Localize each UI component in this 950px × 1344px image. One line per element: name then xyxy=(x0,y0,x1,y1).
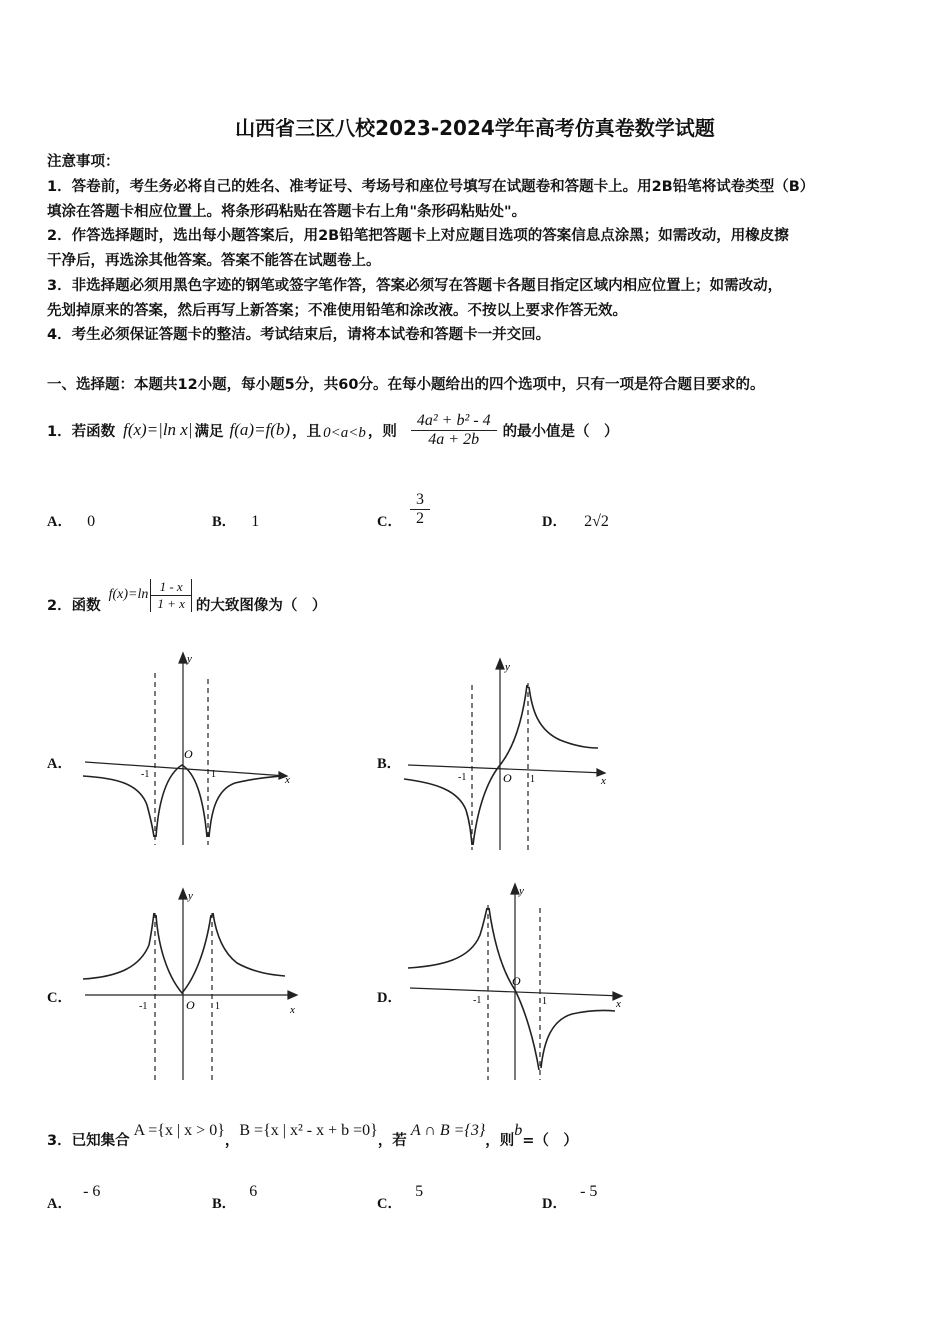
y-label: y xyxy=(187,653,192,665)
q2-option-d[interactable]: D． xyxy=(377,990,402,1006)
q1-fraction-denominator: 4a + 2b xyxy=(428,430,480,448)
pos1-label: 1 xyxy=(542,996,547,1007)
q1-fraction-numerator: 4a² + b² - 4 xyxy=(411,412,497,431)
q1-fraction xyxy=(411,412,497,449)
pos1-label: 1 xyxy=(530,774,535,785)
q1-option-c[interactable] xyxy=(377,484,430,534)
x-label: x xyxy=(616,998,621,1010)
q1-option-d[interactable] xyxy=(542,510,609,531)
q3-option-b[interactable] xyxy=(212,1180,258,1212)
y-label: y xyxy=(519,885,524,897)
q1-option-b-value: 1 xyxy=(251,513,260,530)
question-1 xyxy=(47,404,619,456)
q1-function: f(x)=|ln x| xyxy=(123,420,193,439)
q1-text-2: ，且 xyxy=(292,423,322,440)
graph-d[interactable] xyxy=(400,880,630,1085)
q3-set-b: B ={x | x² - x + b =0} xyxy=(239,1122,378,1139)
q3-option-a[interactable] xyxy=(47,1180,101,1212)
curve-left xyxy=(404,779,472,845)
x-label: x xyxy=(601,775,606,787)
q1-option-c-fraction xyxy=(410,491,430,528)
curve-left xyxy=(83,776,154,837)
curve-right xyxy=(209,776,281,837)
question-2 xyxy=(47,570,326,620)
q3-intersection: A ∩ B ={3} xyxy=(410,1122,486,1139)
q1-option-a-value: 0 xyxy=(87,513,96,530)
q1-condition: f(a)=f(b) xyxy=(229,420,291,439)
section-heading: 一、选择题：本题共12小题，每小题5分，共60分。在每小题给出的四个选项中，只有一项是符合题目要求的。 xyxy=(47,377,765,393)
q3-option-a-value: - 6 xyxy=(83,1183,101,1200)
q3-text-2: ，则 xyxy=(485,1133,515,1149)
graph-c[interactable] xyxy=(75,885,305,1085)
y-axis-arrow xyxy=(496,659,504,669)
y-axis-arrow xyxy=(179,653,187,663)
notice-line-6: 先划掉原来的答案，然后再写上新答案；不准使用铅笔和涂改液。不按以上要求作答无效。 xyxy=(47,303,627,319)
q1-option-a-label: A． xyxy=(47,514,72,530)
q2-option-a[interactable]: A． xyxy=(47,756,72,772)
q2-option-c[interactable]: C． xyxy=(47,990,72,1006)
graph-b[interactable] xyxy=(400,655,615,855)
neg1-label: -1 xyxy=(141,769,150,780)
q1-option-c-numerator: 3 xyxy=(410,491,430,510)
q2-abs-fraction xyxy=(150,579,192,612)
y-label: y xyxy=(505,661,510,673)
q2-tail: 的大致图像为（ ） xyxy=(195,597,327,614)
curve-right xyxy=(541,1010,615,1068)
q1-option-c-denominator: 2 xyxy=(415,509,424,527)
pos1-label: 1 xyxy=(211,769,216,780)
notice-line-3: 2．作答选择题时，选出每小题答案后，用2B铅笔把答题卡上对应题目选项的答案信息点涂黑；如需改动，用橡皮擦 xyxy=(47,228,789,244)
q2-abs-denominator: 1 + x xyxy=(157,595,185,611)
y-label: y xyxy=(188,890,193,902)
q1-option-d-label: D． xyxy=(542,514,567,530)
notice-heading: 注意事项： xyxy=(47,154,120,170)
q3-text-1: ，若 xyxy=(377,1133,407,1149)
question-3 xyxy=(47,1120,578,1150)
q3-option-a-label: A． xyxy=(47,1196,72,1212)
origin-label: O xyxy=(512,974,521,988)
q3-comma: ， xyxy=(224,1133,240,1149)
origin-label: O xyxy=(184,747,193,761)
q3-option-d-value: - 5 xyxy=(580,1183,598,1200)
q1-option-c-label: C． xyxy=(377,513,402,530)
origin-label: O xyxy=(186,998,195,1012)
q3-option-b-value: 6 xyxy=(249,1183,258,1200)
q3-option-d-label: D． xyxy=(542,1196,567,1212)
q2-abs-numerator: 1 - x xyxy=(151,579,191,596)
pos1-label: 1 xyxy=(215,1001,220,1012)
q1-number: 1．若函数 xyxy=(47,423,116,440)
curve-left xyxy=(408,908,487,968)
q3-option-c-value: 5 xyxy=(415,1183,424,1200)
q1-option-a[interactable] xyxy=(47,510,95,531)
q1-text-1: 满足 xyxy=(194,423,224,440)
q2-function-prefix: f(x)=ln xyxy=(108,587,149,602)
q1-option-b[interactable] xyxy=(212,510,259,531)
q1-option-d-value: 2√2 xyxy=(584,513,609,530)
x-axis-arrow xyxy=(288,991,297,999)
graph-a[interactable] xyxy=(75,645,305,850)
q3-variable: b xyxy=(514,1122,523,1139)
q3-option-c-label: C． xyxy=(377,1196,402,1212)
origin-label: O xyxy=(503,771,512,785)
y-axis-arrow xyxy=(179,889,187,899)
q3-number: 3．已知集合 xyxy=(47,1133,130,1149)
q1-option-b-label: B． xyxy=(212,514,237,530)
neg1-label: -1 xyxy=(458,772,467,783)
q2-option-b[interactable]: B． xyxy=(377,756,402,772)
q3-option-c[interactable] xyxy=(377,1180,424,1212)
notice-line-4: 干净后，再选涂其他答案。答案不能答在试题卷上。 xyxy=(47,253,381,269)
q1-text-4: 的最小值是（ ） xyxy=(502,423,619,440)
notice-line-5: 3．非选择题必须用黑色字迹的钢笔或签字笔作答，答案必须写在答题卡各题目指定区域内相应位置上；如需改动， xyxy=(47,278,783,294)
curve-right xyxy=(213,913,285,976)
q2-number: 2．函数 xyxy=(47,597,101,614)
x-label: x xyxy=(285,774,290,786)
neg1-label: -1 xyxy=(139,1001,148,1012)
q3-text-3: =（ ） xyxy=(522,1133,578,1149)
curve-middle xyxy=(156,765,207,837)
q1-inequality: 0<a<b xyxy=(323,424,366,441)
y-axis-arrow xyxy=(511,884,519,894)
q1-text-3: ，则 xyxy=(367,423,397,440)
notice-line-7: 4．考生必须保证答题卡的整洁。考试结束后，请将本试卷和答题卡一并交回。 xyxy=(47,327,551,343)
x-label: x xyxy=(290,1004,295,1016)
notice-line-2: 填涂在答题卡相应位置上。将条形码粘贴在答题卡右上角"条形码粘贴处"。 xyxy=(47,204,527,220)
curve-middle xyxy=(489,908,539,1070)
q3-set-a: A ={x | x > 0} xyxy=(133,1122,225,1139)
neg1-label: -1 xyxy=(473,995,482,1006)
q3-option-d[interactable] xyxy=(542,1180,598,1212)
notice-line-1: 1．答卷前，考生务必将自己的姓名、准考证号、考场号和座位号填写在试题卷和答题卡上。用2B铅笔将试卷类型（B） xyxy=(47,179,815,195)
page-title: 山西省三区八校2023-2024学年高考仿真卷数学试题 xyxy=(235,116,715,140)
curve-left xyxy=(83,913,154,979)
q3-option-b-label: B． xyxy=(212,1196,237,1212)
curve-right xyxy=(529,687,598,748)
